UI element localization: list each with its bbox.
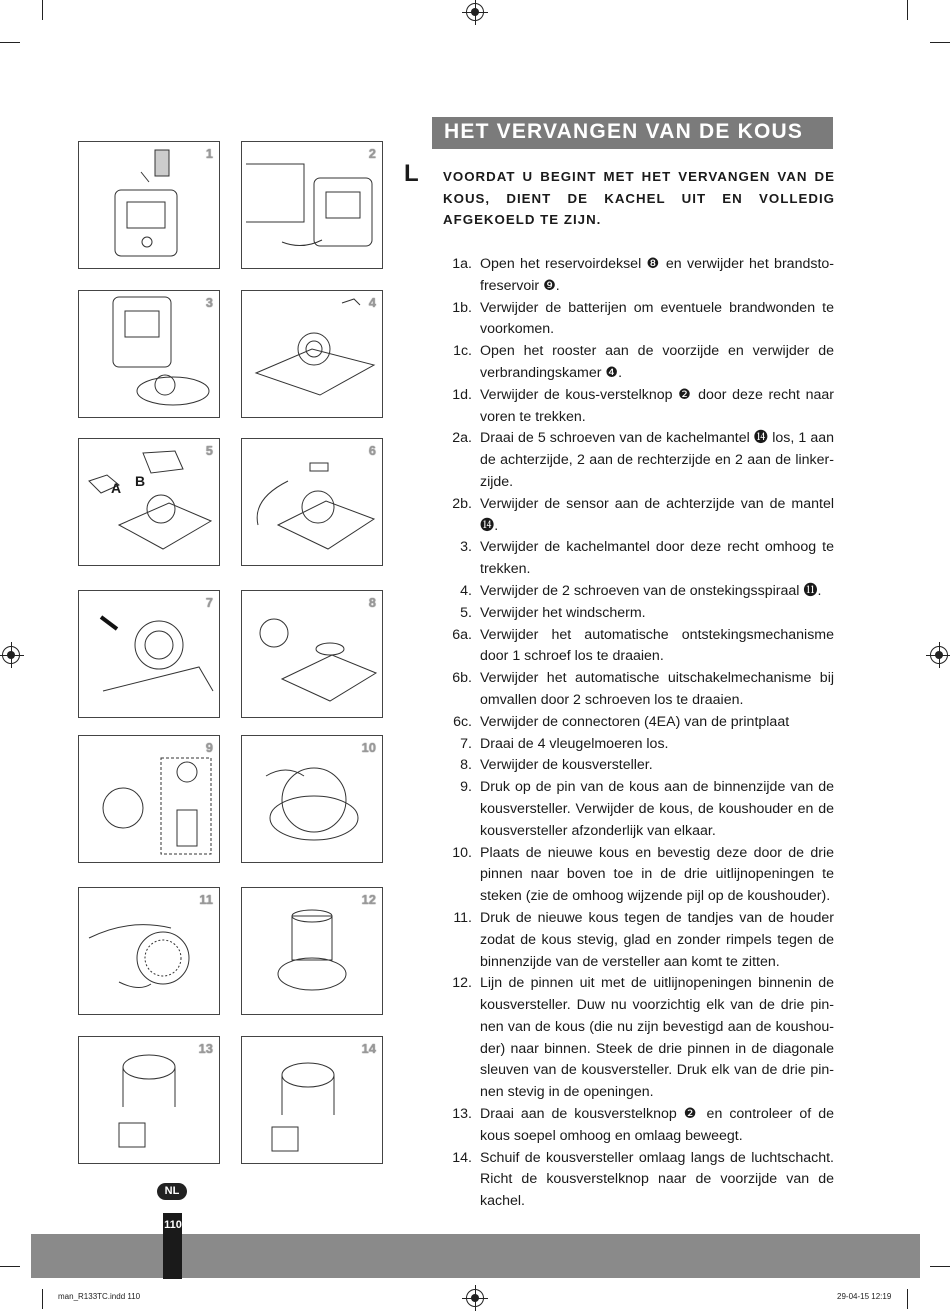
language-letter: L — [404, 160, 419, 187]
instruction-step — [436, 254, 834, 298]
crop-mark — [42, 0, 43, 20]
date-slug: 29-04-15 12:19 — [837, 1292, 892, 1301]
step-text: Verwijder het automatische uitschakelmechanisme bij omvallen door 2 schroeven los te draaien. — [480, 670, 834, 708]
step-number: 8. — [460, 757, 472, 774]
step-number: 12. — [452, 975, 472, 992]
instruction-step — [436, 973, 834, 1104]
figure-7 — [78, 590, 220, 718]
figure-2 — [241, 141, 383, 269]
heater-drawing-icon — [79, 439, 219, 565]
figure-number: 1 — [205, 146, 213, 161]
step-number: 6c. — [453, 713, 472, 730]
instruction-step — [436, 537, 834, 581]
figure-number: 3 — [205, 295, 213, 310]
step-text: Druk op de pin van de kous aan de binnenzijde van de kousversteller. Verwijder de kous, de koushouder en de kousversteller afzonderlijk van elkaar. — [480, 779, 834, 839]
page-number: 110 — [164, 1219, 182, 1231]
step-number: 10. — [452, 844, 472, 861]
step-text: Verwijder de kousversteller. — [480, 757, 653, 774]
crop-mark — [930, 42, 950, 43]
heater-drawing-icon — [79, 736, 219, 862]
figure-1 — [78, 141, 220, 269]
instruction-step — [436, 668, 834, 712]
figure-number: 8 — [368, 595, 376, 610]
figure-9 — [78, 735, 220, 863]
language-badge: NL — [157, 1183, 187, 1200]
figure-number: 10 — [361, 740, 376, 755]
crop-mark — [0, 1266, 20, 1267]
figure-8 — [241, 590, 383, 718]
heater-drawing-icon — [79, 888, 219, 1014]
instruction-step — [436, 1104, 834, 1148]
figure-6 — [241, 438, 383, 566]
step-text: Verwijder het automatische ontstekingsmechanisme door 1 schroef los te draaien. — [480, 626, 834, 665]
instruction-step — [436, 843, 834, 908]
figure-number: 13 — [198, 1041, 213, 1056]
heater-drawing-icon — [242, 291, 382, 417]
instruction-step — [436, 908, 834, 973]
crop-mark — [0, 42, 20, 43]
instruction-step — [436, 777, 834, 842]
heater-drawing-icon — [79, 142, 219, 268]
step-number: 2a. — [452, 430, 472, 447]
step-text: Draai de 5 schroeven van de kachelmantel ⓮ los, 1 aan de achterzijde, 2 aan de rechterzijde en 2 aan de linker- zijde. — [480, 430, 834, 490]
figure-number: 11 — [199, 892, 213, 907]
step-text: Draai de 4 vleugelmoeren los. — [480, 735, 669, 752]
crop-mark — [907, 0, 908, 20]
step-text: Open het rooster aan de voorzijde en verwijder de verbrandingskamer ❹. — [480, 343, 834, 381]
figure-3 — [78, 290, 220, 418]
step-text: Draai aan de kousverstelknop ❷ en controleer of de kous soepel omhoog en omlaag beweegt. — [480, 1106, 834, 1144]
registration-mark-icon — [466, 1289, 484, 1307]
registration-mark-icon — [466, 3, 484, 21]
step-text: Verwijder de sensor aan de achterzijde van de mantel ⓮. — [480, 495, 834, 534]
registration-mark-icon — [930, 646, 948, 664]
heater-drawing-icon — [242, 591, 382, 717]
figure-4 — [241, 290, 383, 418]
step-number: 7. — [460, 735, 472, 752]
figure-14 — [241, 1036, 383, 1164]
figure-number: 7 — [205, 595, 213, 610]
step-number: 2b. — [452, 495, 472, 512]
figure-10 — [241, 735, 383, 863]
instruction-step — [436, 298, 834, 342]
intro-warning: VOORDAT U BEGINT MET HET VERVANGEN VAN DE KOUS, DIENT DE KACHEL UIT EN VOLLEDIG AFGEKOELD TE ZIJN. — [443, 169, 835, 227]
crop-mark — [42, 1289, 43, 1309]
heater-drawing-icon — [79, 591, 219, 717]
figure-12 — [241, 887, 383, 1015]
instruction-step — [436, 494, 834, 538]
instruction-step — [436, 428, 834, 493]
step-text: Verwijder de kachelmantel door deze recht omhoog te trekken. — [480, 539, 834, 578]
step-text: Schuif de kousversteller omlaag langs de luchtschacht. Richt de kousverstelknop naar de voorzijde van de kachel. — [480, 1149, 834, 1210]
step-text: Verwijder de kous-verstelknop ❷ door deze recht naar voren te trekken. — [480, 386, 834, 425]
step-number: 4. — [460, 582, 472, 599]
figure-number: 6 — [368, 443, 376, 458]
step-number: 5. — [460, 604, 472, 621]
crop-mark — [907, 1289, 908, 1309]
instruction-step — [436, 734, 834, 756]
step-number: 1b. — [452, 299, 472, 316]
figure-number: 12 — [361, 892, 376, 907]
figure-number: 4 — [368, 295, 376, 310]
section-header-bar — [432, 117, 833, 149]
instruction-list — [436, 254, 834, 1213]
file-slug: man_R133TC.indd 110 — [58, 1292, 141, 1301]
figure-label-b: B — [135, 473, 146, 489]
step-number: 1d. — [452, 386, 472, 403]
registration-mark-icon — [2, 646, 20, 664]
instruction-step — [436, 581, 834, 603]
step-number: 6b. — [452, 670, 472, 687]
figure-11 — [78, 887, 220, 1015]
step-text: Plaats de nieuwe kous en bevestig deze door de drie pinnen naar boven toe in de drie uitlijnopeningen te steken (zie de omhoog wijzende pijl op de koushouder). — [480, 844, 834, 905]
instruction-step — [436, 385, 834, 429]
step-number: 11. — [453, 909, 472, 926]
step-number: 13. — [452, 1106, 472, 1123]
step-number: 3. — [460, 539, 472, 556]
step-text: Verwijder de connectoren (4EA) van de printplaat — [480, 713, 790, 730]
instruction-step — [436, 341, 834, 385]
step-text: Lijn de pinnen uit met de uitlijnopeningen binnenin de kousversteller. Duw nu voorzichtig elk van de drie pin- nen van de kous (die nu zijn bevestigd aan de koushou- der) naar binnen. Steek de drie pinnen in de diagonale sleuven van de kousversteller. Druk elk van de drie pin- nen stevig in de openingen. — [480, 975, 834, 1101]
heater-drawing-icon — [79, 291, 219, 417]
figure-number: 5 — [205, 443, 213, 458]
figure-label-a: A — [111, 480, 122, 496]
step-text: Verwijder de 2 schroeven van de onstekingsspiraal ⓫. — [480, 582, 822, 599]
step-text: Verwijder de batterijen om eventuele brandwonden te voorkomen. — [480, 299, 834, 338]
step-number: 9. — [460, 779, 472, 796]
instruction-step — [436, 712, 834, 734]
step-number: 6a. — [452, 626, 472, 643]
step-number: 1c. — [453, 343, 472, 360]
step-number: 1a. — [452, 256, 472, 272]
instruction-step — [436, 755, 834, 777]
figure-13 — [78, 1036, 220, 1164]
figure-number: 14 — [361, 1041, 376, 1056]
heater-drawing-icon — [242, 142, 382, 268]
instruction-step — [436, 603, 834, 625]
figure-5 — [78, 438, 220, 566]
step-number: 14. — [452, 1149, 472, 1166]
section-title: HET VERVANGEN VAN DE KOUS — [444, 120, 804, 143]
step-text: Verwijder het windscherm. — [480, 604, 646, 621]
instruction-step — [436, 625, 834, 669]
heater-drawing-icon — [242, 439, 382, 565]
step-text: Druk de nieuwe kous tegen de tandjes van de houder zodat de kous stevig, glad en zonder rimpels tegen de binnenzijde van de versteller aan komt te zitten. — [480, 909, 834, 970]
crop-mark — [930, 1266, 950, 1267]
figure-number: 2 — [368, 146, 376, 161]
step-text: Open het reservoirdeksel ❽ en verwijder het brandsto- freservoir ❾. — [480, 256, 834, 294]
instruction-step — [436, 1148, 834, 1213]
figure-number: 9 — [205, 740, 213, 755]
